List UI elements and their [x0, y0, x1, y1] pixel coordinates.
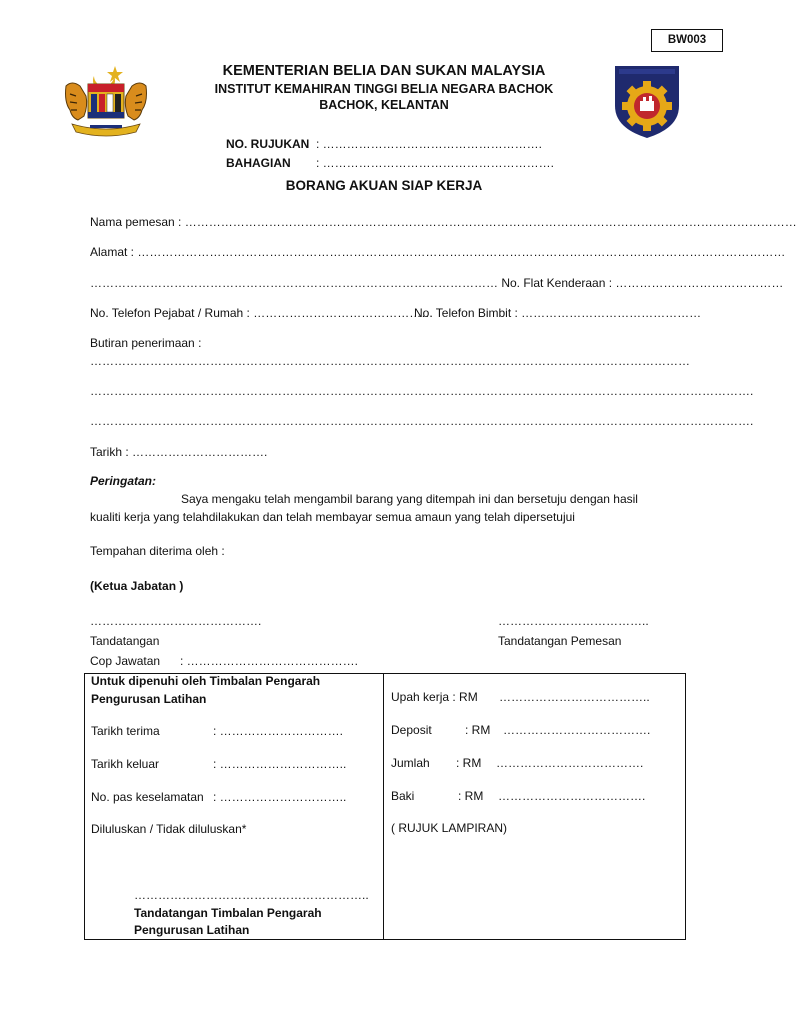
jumlah-label: Jumlah [391, 756, 430, 770]
jumlah-rm: : RM [456, 756, 482, 770]
ministry-heading: KEMENTERIAN BELIA DAN SUKAN MALAYSIA [222, 63, 546, 79]
timbalan-signature-line[interactable]: ………………………………………………….. [134, 888, 369, 902]
baki-rm: : RM [458, 789, 484, 803]
deposit-field[interactable]: ………………………………. [503, 723, 651, 737]
peringatan-text-2: kualiti kerja yang telahdilakukan dan telah membayar semua amaun yang telah dipersetujui [90, 510, 575, 524]
nama-pemesan-field[interactable]: Nama pemesan : ……………………………………………………………………………………………………………………………………… [90, 215, 797, 229]
timbalan-signature-label-1: Tandatangan Timbalan Pengarah [134, 906, 322, 920]
no-rujukan-field[interactable]: : ………………………………………………. [316, 137, 543, 151]
peringatan-text-1: Saya mengaku telah mengambil barang yang ditempah ini dan bersetuju dengan hasil [181, 492, 638, 506]
form-title: BORANG AKUAN SIAP KERJA [285, 178, 483, 193]
form-code: BW003 [651, 29, 723, 52]
office-use-heading-2: Pengurusan Latihan [91, 692, 207, 706]
bahagian-field[interactable]: : …………………………………………………. [316, 156, 555, 170]
approval-status[interactable]: Diluluskan / Tidak diluluskan* [91, 822, 247, 836]
cop-jawatan-field[interactable]: : ……………………………………. [180, 654, 359, 668]
deposit-rm: : RM [465, 723, 491, 737]
no-rujukan-label: NO. RUJUKAN [226, 137, 310, 151]
tarikh-keluar-field[interactable]: : ………………………….. [213, 757, 347, 771]
signature-right-line[interactable]: ……………………………….. [498, 614, 649, 628]
tandatangan-label: Tandatangan [90, 634, 160, 648]
peringatan-label: Peringatan: [90, 474, 157, 488]
butiran-line-2[interactable]: …………………………………………………………………………………………………………………………………………………. [90, 384, 754, 398]
upah-kerja-label: Upah kerja : RM [391, 690, 478, 704]
cop-jawatan-label: Cop Jawatan [90, 654, 161, 668]
butiran-line-1[interactable]: …………………………………………………………………………………………………………………………………… [90, 354, 690, 368]
office-use-divider [383, 673, 384, 939]
tempahan-diterima-label: Tempahan diterima oleh : [90, 544, 225, 558]
tarikh-terima-field[interactable]: : …………………………. [213, 724, 344, 738]
baki-field[interactable]: ………………………………. [498, 789, 646, 803]
deposit-label: Deposit [391, 723, 432, 737]
pas-keselamatan-field[interactable]: : ………………………….. [213, 790, 347, 804]
telefon-bimbit-field[interactable]: No. Telefon Bimbit : ……………………………………… [414, 306, 702, 320]
office-use-heading-1: Untuk dipenuhi oleh Timbalan Pengarah [91, 674, 321, 688]
signature-left-line[interactable]: ……………………………………. [90, 614, 262, 628]
tarikh-terima-label: Tarikh terima [91, 724, 160, 738]
upah-kerja-field[interactable]: ……………………………….. [499, 690, 650, 704]
tarikh-field[interactable]: Tarikh : ……………………………. [90, 445, 268, 459]
timbalan-signature-label-2: Pengurusan Latihan [134, 923, 250, 937]
institute-heading: INSTITUT KEMAHIRAN TINGGI BELIA NEGARA BACHOK [214, 82, 554, 96]
location-heading: BACHOK, KELANTAN [319, 98, 449, 112]
tandatangan-pemesan-label: Tandatangan Pemesan [498, 634, 622, 648]
butiran-line-3[interactable]: …………………………………………………………………………………………………………………………………………………. [90, 414, 754, 428]
bahagian-label: BAHAGIAN [226, 156, 291, 170]
butiran-label: Butiran penerimaan : [90, 336, 202, 350]
baki-label: Baki [391, 789, 415, 803]
alamat-flat-kenderaan-field[interactable]: ………………………………………………………………………………………… No. Flat Kenderaan : …………………………………… [90, 276, 784, 290]
ketua-jabatan-label: (Ketua Jabatan ) [90, 579, 184, 593]
alamat-field[interactable]: Alamat : ……………………………………………………………………………………………………………………………………………… [90, 245, 786, 259]
tarikh-keluar-label: Tarikh keluar [91, 757, 160, 771]
rujuk-lampiran-label: ( RUJUK LAMPIRAN) [391, 821, 508, 835]
pas-keselamatan-label: No. pas keselamatan [91, 790, 204, 804]
jumlah-field[interactable]: ………………………………. [496, 756, 644, 770]
telefon-pejabat-field[interactable]: No. Telefon Pejabat / Rumah : ……………………………………… [90, 306, 434, 320]
